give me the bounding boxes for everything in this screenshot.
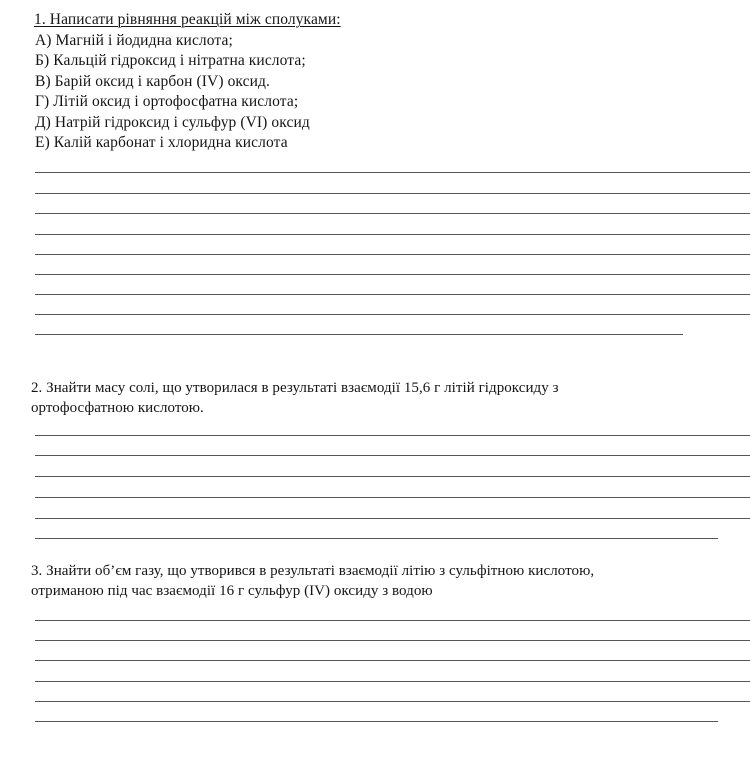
task-1-item-d: Г) Літій оксид і ортофосфатна кислота; [35,93,299,110]
answer-line-2-6[interactable] [35,538,718,539]
task-3-line-2: отриманою під час взаємодії 16 г сульфур (IV) оксиду з водою [31,583,433,599]
task-2-line-2: ортофосфатною кислотою. [31,400,204,416]
answer-line-1-7[interactable] [35,294,750,295]
answer-line-3-4[interactable] [35,681,750,682]
answer-line-1-2[interactable] [35,193,750,194]
answer-line-1-9[interactable] [35,334,683,335]
task-2-line-1: 2. Знайти масу солі, що утворилася в результаті взаємодії 15,6 г літій гідроксиду з [31,380,559,396]
task-1-item-f: Е) Калій карбонат і хлоридна кислота [35,134,288,151]
answer-line-2-4[interactable] [35,497,750,498]
answer-line-2-5[interactable] [35,518,750,519]
answer-line-2-2[interactable] [35,455,750,456]
answer-line-1-5[interactable] [35,254,750,255]
answer-line-1-3[interactable] [35,213,750,214]
answer-line-1-6[interactable] [35,274,750,275]
answer-line-2-3[interactable] [35,476,750,477]
answer-line-3-6[interactable] [35,721,718,722]
answer-line-3-3[interactable] [35,660,750,661]
task-1-title: 1. Написати рівняння реакцій між сполуками: [34,11,341,28]
answer-line-2-1[interactable] [35,435,750,436]
answer-line-1-8[interactable] [35,314,750,315]
answer-line-1-4[interactable] [35,234,750,235]
task-3-line-1: 3. Знайти об’єм газу, що утворився в результаті взаємодії літію з сульфітною кислотою, [31,563,595,579]
answer-line-3-5[interactable] [35,701,750,702]
answer-line-3-1[interactable] [35,620,750,621]
answer-line-1-1[interactable] [35,172,750,173]
task-1-item-a: А) Магній і йодидна кислота; [35,32,233,49]
task-1-item-c: В) Барій оксид і карбон (IV) оксид. [35,73,271,90]
answer-line-3-2[interactable] [35,640,750,641]
task-1-item-b: Б) Кальцій гідроксид і нітратна кислота; [35,52,306,69]
task-1-item-e: Д) Натрій гідроксид і сульфур (VI) оксид [35,114,310,131]
